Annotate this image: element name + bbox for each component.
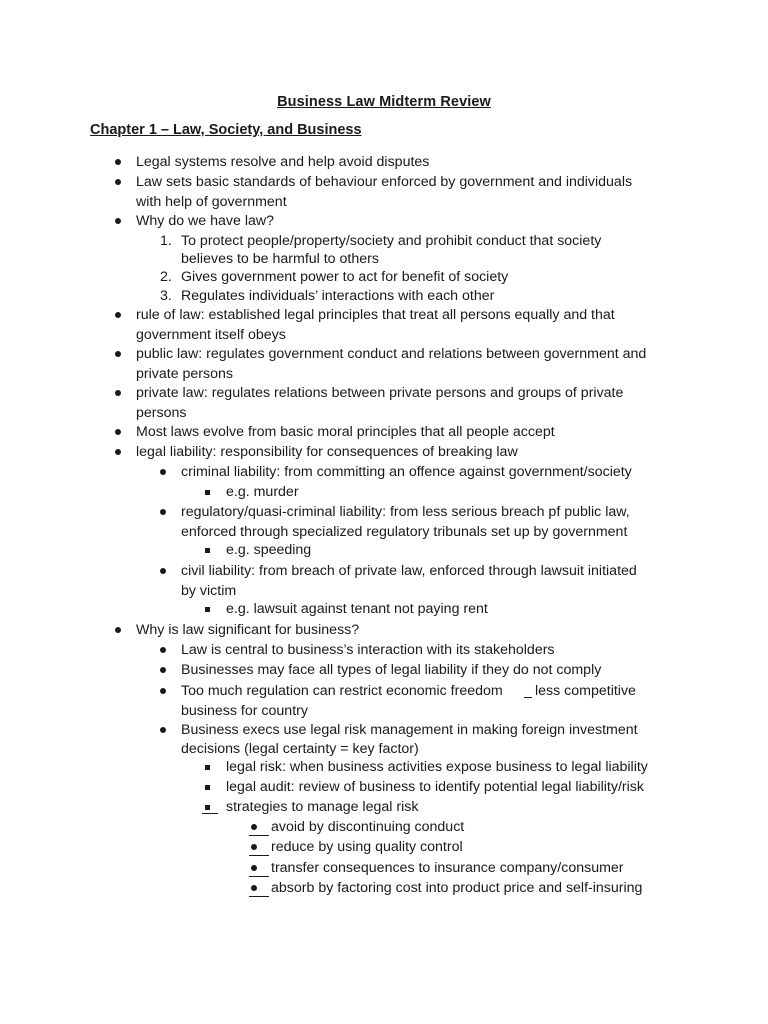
list-item-continuation: by victim bbox=[181, 583, 237, 599]
bullet-dot-icon bbox=[160, 509, 166, 515]
list-item: Business execs use legal risk management in making foreign investment bbox=[181, 722, 638, 738]
list-item: public law: regulates government conduct and relations between government and bbox=[136, 346, 647, 362]
list-item: criminal liability: from committing an offence against government/society bbox=[181, 464, 632, 480]
list-item-continuation: private persons bbox=[136, 366, 233, 382]
list-item: To protect people/property/society and prohibit conduct that society bbox=[181, 233, 602, 249]
list-item-continuation: enforced through specialized regulatory tribunals set up by government bbox=[181, 524, 628, 540]
list-item: transfer consequences to insurance company/consumer bbox=[271, 860, 624, 876]
bullet-dot-icon bbox=[251, 865, 257, 871]
list-item-continuation: with help of government bbox=[136, 194, 287, 210]
bullet-dot-icon bbox=[115, 390, 121, 396]
underline-mark bbox=[249, 876, 269, 877]
document-title: Business Law Midterm Review bbox=[277, 94, 491, 110]
list-item: avoid by discontinuing conduct bbox=[271, 819, 465, 835]
bullet-dot-icon bbox=[115, 449, 121, 455]
bullet-dot-icon bbox=[160, 688, 166, 694]
bullet-square-icon bbox=[205, 548, 210, 553]
list-number: 1. bbox=[160, 233, 172, 249]
bullet-dot-icon bbox=[115, 179, 121, 185]
list-item: legal liability: responsibility for consequences of breaking law bbox=[136, 444, 518, 460]
underline-mark bbox=[202, 813, 218, 814]
list-item: Why do we have law? bbox=[136, 213, 275, 229]
bullet-dot-icon bbox=[115, 159, 121, 165]
underline-mark bbox=[249, 835, 269, 836]
bullet-dot-icon bbox=[160, 647, 166, 653]
bullet-square-icon bbox=[205, 490, 210, 495]
bullet-square-icon bbox=[205, 607, 210, 612]
list-item-continuation: persons bbox=[136, 405, 187, 421]
underline-mark bbox=[524, 697, 532, 698]
bullet-dot-icon bbox=[160, 727, 166, 733]
bullet-dot-icon bbox=[115, 429, 121, 435]
list-item: Legal systems resolve and help avoid disputes bbox=[136, 154, 430, 170]
list-item: legal risk: when business activities expose business to legal liability bbox=[226, 759, 648, 775]
bullet-square-icon bbox=[205, 805, 210, 810]
list-item: Businesses may face all types of legal liability if they do not comply bbox=[181, 662, 602, 678]
bullet-square-icon bbox=[205, 785, 210, 790]
bullet-dot-icon bbox=[115, 218, 121, 224]
list-item: Law is central to business’s interaction with its stakeholders bbox=[181, 642, 555, 658]
list-item: rule of law: established legal principles that treat all persons equally and that bbox=[136, 307, 615, 323]
list-item-fragment: less competitive bbox=[535, 683, 636, 699]
bullet-dot-icon bbox=[251, 885, 257, 891]
list-item: e.g. speeding bbox=[226, 542, 312, 558]
list-item-continuation: believes to be harmful to others bbox=[181, 251, 379, 267]
list-item: civil liability: from breach of private law, enforced through lawsuit initiated bbox=[181, 563, 637, 579]
bullet-dot-icon bbox=[115, 351, 121, 357]
bullet-dot-icon bbox=[160, 469, 166, 475]
list-item: legal audit: review of business to identify potential legal liability/risk bbox=[226, 779, 644, 795]
bullet-dot-icon bbox=[160, 667, 166, 673]
list-item: regulatory/quasi-criminal liability: from less serious breach pf public law, bbox=[181, 504, 630, 520]
list-item-continuation: decisions (legal certainty = key factor) bbox=[181, 741, 419, 757]
list-item: Too much regulation can restrict economic freedom bbox=[181, 683, 503, 699]
list-item: e.g. lawsuit against tenant not paying rent bbox=[226, 601, 488, 617]
list-item: Why is law significant for business? bbox=[136, 622, 360, 638]
list-item: Regulates individuals’ interactions with each other bbox=[181, 288, 495, 304]
list-number: 3. bbox=[160, 288, 172, 304]
list-item: Most laws evolve from basic moral principles that all people accept bbox=[136, 424, 555, 440]
chapter-heading: Chapter 1 – Law, Society, and Business bbox=[90, 122, 362, 138]
bullet-dot-icon bbox=[160, 568, 166, 574]
list-item: absorb by factoring cost into product price and self-insuring bbox=[271, 880, 643, 896]
list-item: Law sets basic standards of behaviour enforced by government and individuals bbox=[136, 174, 633, 190]
bullet-dot-icon bbox=[115, 312, 121, 318]
bullet-dot-icon bbox=[251, 824, 257, 830]
list-item: strategies to manage legal risk bbox=[226, 799, 419, 815]
list-item: Gives government power to act for benefit of society bbox=[181, 269, 509, 285]
underline-mark bbox=[249, 896, 269, 897]
list-item: reduce by using quality control bbox=[271, 839, 463, 855]
list-item-continuation: government itself obeys bbox=[136, 327, 286, 343]
list-item: e.g. murder bbox=[226, 484, 299, 500]
list-item-continuation: business for country bbox=[181, 703, 308, 719]
bullet-dot-icon bbox=[115, 627, 121, 633]
list-item: private law: regulates relations between private persons and groups of private bbox=[136, 385, 624, 401]
bullet-square-icon bbox=[205, 765, 210, 770]
underline-mark bbox=[249, 855, 269, 856]
bullet-dot-icon bbox=[251, 844, 257, 850]
list-number: 2. bbox=[160, 269, 172, 285]
